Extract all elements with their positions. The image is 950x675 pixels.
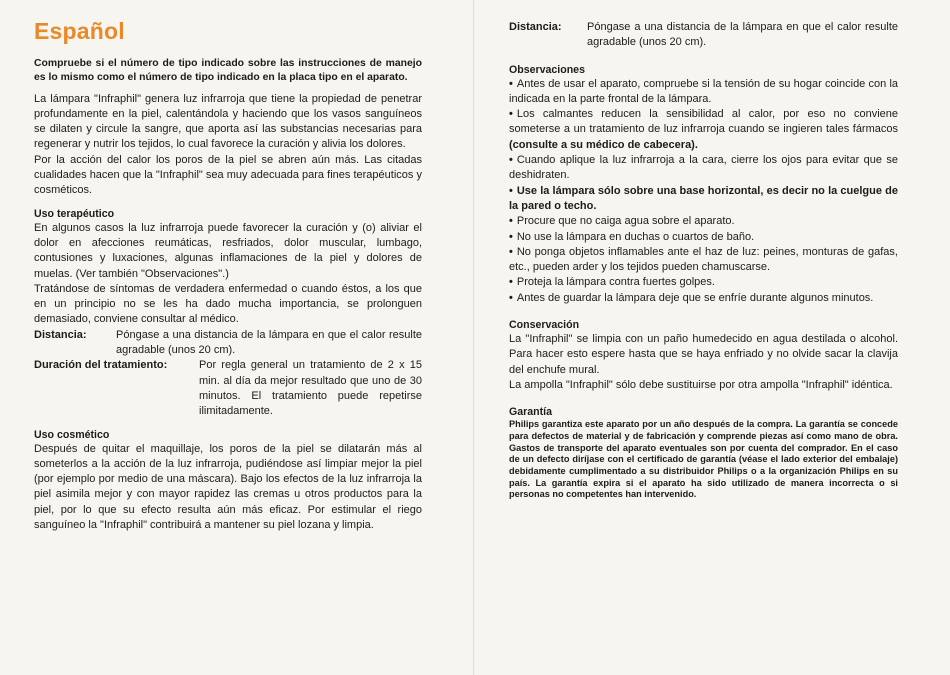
duracion-label: Duración del tratamiento: — [34, 359, 168, 372]
duracion-text: Por regla general un tratamiento de 2 x 15 min. al día da mejor resultado que uno de 30 minutos. El tratamiento puede repetirse ilimitadamente. — [199, 359, 422, 418]
observacion-item: • No use la lámpara en duchas o cuartos de baño. — [509, 230, 755, 243]
right-column — [509, 20, 898, 501]
observaciones-list — [509, 77, 898, 306]
intro-paragraph: Compruebe si el número de tipo indicado sobre las instrucciones de manejo es lo mismo como el número de tipo indicado en la placa tipo en el aparato. — [34, 58, 422, 83]
distancia-label-right: Distancia: — [509, 21, 562, 33]
right-page — [475, 0, 950, 675]
observacion-item: • Los calmantes reducen la sensibilidad al calor, por eso no conviene someterse a un tratamiento de luz infrarroja cuando se ingieren tales fármacos (consulte a su médico de cabecera). — [509, 108, 898, 151]
observacion-item: • Use la lámpara sólo sobre una base horizontal, es decir no la cuelgue de la pared o techo. — [509, 184, 898, 212]
observacion-item: • Procure que no caiga agua sobre el aparato. — [509, 215, 735, 228]
conservacion-heading: Conservación — [509, 319, 580, 332]
uso-terapeutico-heading: Uso terapéutico — [34, 207, 115, 220]
distancia-text: Póngase a una distancia de la lámpara en que el calor resulte agradable (unos 20 cm). — [116, 328, 422, 357]
distancia-label: Distancia: — [34, 328, 87, 341]
observacion-item: • Antes de usar el aparato, compruebe si la tensión de su hogar coincide con la indicada en la parte frontal de la lámpara. — [509, 77, 898, 105]
observacion-item: • Cuando aplique la luz infrarroja a la cara, cierre los ojos para evitar que se deshidraten. — [509, 154, 898, 182]
page-title: Español — [34, 18, 125, 44]
distancia-row — [34, 328, 422, 359]
observacion-item: • No ponga objetos inflamables ante el haz de luz: peines, monturas de gafas, etc., pueden arder y los tejidos pueden chamuscarse. — [509, 245, 898, 274]
duracion-row — [34, 358, 422, 419]
ampolla-paragraph: La ampolla "Infraphil" sólo debe sustituirse por otra ampolla "Infraphil" idéntica. — [509, 378, 893, 391]
pores-paragraph: Por la acción del calor los poros de la piel se abren aún más. Las citadas cualidades hacen que la "Infraphil" sea muy adecuada para fines terapéuticos y cosméticos. — [34, 153, 422, 197]
uso-cosmetico-heading: Uso cosmético — [34, 428, 110, 441]
garantia-heading: Garantía — [509, 406, 552, 419]
uso-cosmetico-paragraph: Después de quitar el maquillaje, los poros de la piel se dilatarán más al someterlos a la acción de la luz infrarroja, pudiéndose así limpiar mejor la piel (por ejemplo por medio de una máscara). Bajo los efectos de la luz infrarroja la piel asimila mejor y con mayor rapidez las cremas u otros productos para la piel, por lo que su efecto resulta aún más eficaz. Por estimular el riego sanguíneo la "Infraphil" contribuirá a mantener su piel lozana y limpia. — [34, 442, 422, 532]
observacion-item: • Antes de guardar la lámpara deje que se enfríe durante algunos minutos. — [509, 291, 874, 304]
observacion-item: • Proteja la lámpara contra fuertes golpes. — [509, 276, 715, 289]
distancia-row-right — [509, 20, 898, 51]
garantia-paragraph: Philips garantiza este aparato por un año después de la compra. La garantía se concede para defectos de material y de fabricación y comprende piezas así como mano de obra. Gastos de transporte del aparato eventuales son por cuenta del comprador. En el caso de un defecto diríjase con el certificado de garantía (véase el lado exterior del embalaje) debidamente cumplimentado a su distribuidor Philips o a la organización Philips en su país. La garantía expira si el aparato ha sido utilizado de manera incorrecta o si personas no competentes han intervenido. — [509, 419, 898, 500]
consult-doctor-paragraph: Tratándose de síntomas de verdadera enfermedad o cuando éstos, a los que en un principio no se les ha dado mucha importancia, se prolonguen demasiado, conviene consultar al médico. — [34, 282, 422, 326]
description-paragraph: La lámpara "Infraphil" genera luz infrarroja que tiene la propiedad de penetrar profundamente en la piel, calentándola y haciendo que los vasos sanguíneos se dilaten y circule la sangre, que aporta así las substancias necesarias para regenerar y nutrir los tejidos, lo cual favorece la curación y alivia los dolores. — [34, 92, 422, 151]
uso-terapeutico-paragraph: En algunos casos la luz infrarroja puede favorecer la curación y (o) aliviar el dolor en afecciones reumáticas, resfriados, dolor muscular, lumbago, contusiones y luxaciones, algunas inflamaciones de la piel y dolores de muelas. (Ver también "Observaciones".) — [34, 221, 422, 280]
left-page — [0, 0, 474, 675]
observaciones-heading: Observaciones — [509, 63, 585, 76]
distancia-text-right: Póngase a una distancia de la lámpara en que el calor resulte agradable (unos 20 cm). — [587, 21, 898, 49]
left-column — [34, 18, 422, 533]
conservacion-paragraph: La "Infraphil" se limpia con un paño humedecido en agua destilada o alcohol. Para hacer esto espere hasta que se haya enfriado y no olvide sacar la clavija del enchufe mural. — [509, 333, 898, 376]
